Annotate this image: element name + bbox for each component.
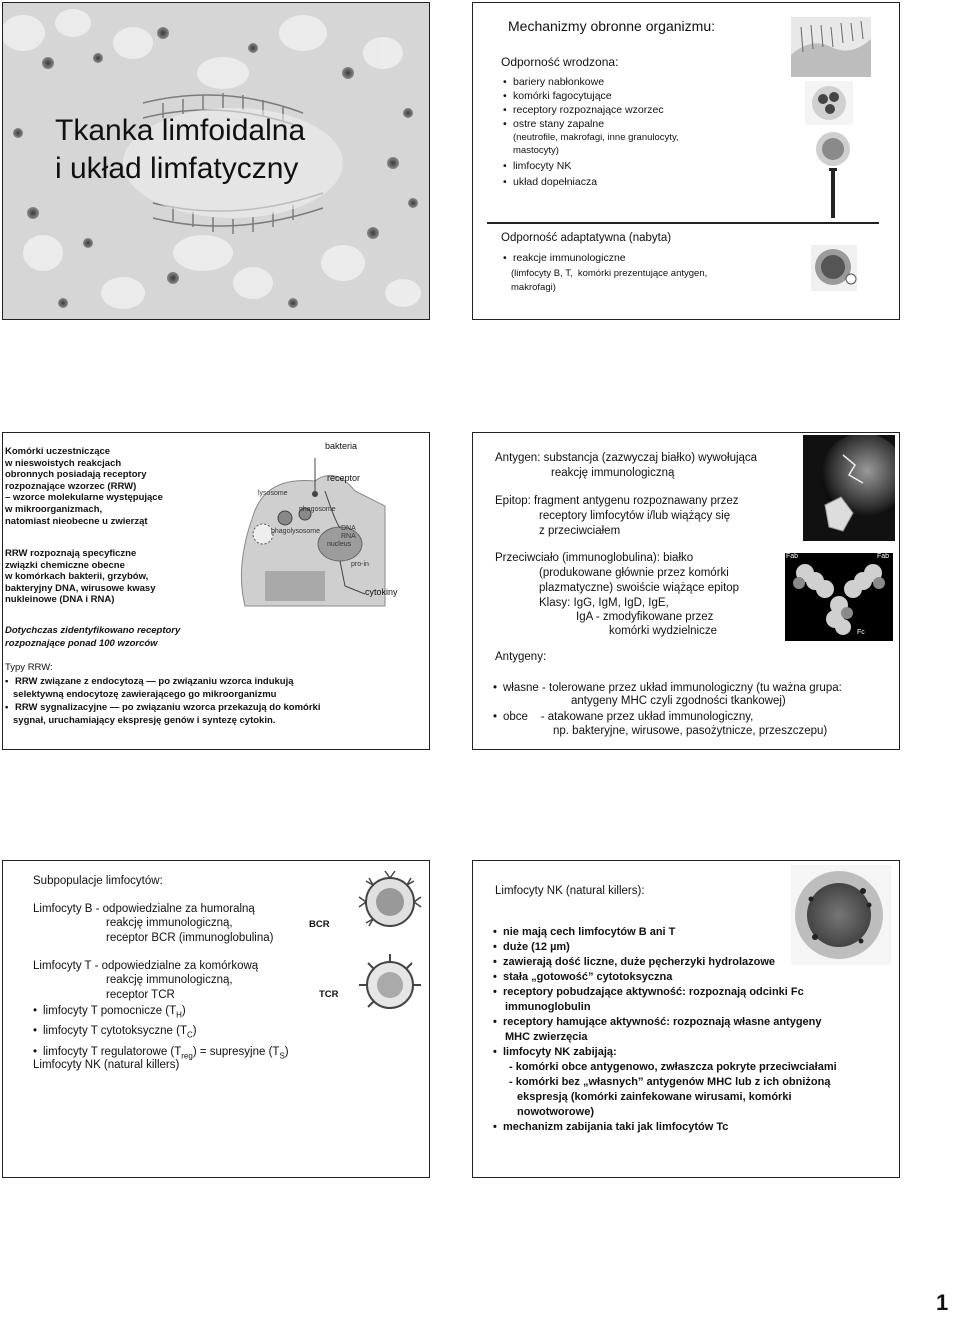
para-1-line: natomiast nieobecne u zwierząt bbox=[5, 515, 148, 527]
kill-line: ekspresją (komórki zainfekowane wirusami, komórki bbox=[517, 1091, 792, 1103]
nk-feature-cont: MHC zwierzęcia bbox=[505, 1031, 588, 1043]
adaptive-note-line-2: makrofagi) bbox=[511, 282, 556, 293]
tc-text: limfocyty T cytotoksyczne (T bbox=[43, 1025, 187, 1038]
slide-defense-mechanisms bbox=[472, 2, 900, 320]
nk-feature: • duże (12 µm) bbox=[493, 940, 804, 955]
rrw-type-item: • RRW sygnalizacyjne — po związaniu wzorca przekazują do komórki bbox=[5, 701, 320, 714]
nk-feature: • receptory pobudzające aktywność: rozpoznają odcinki Fc bbox=[493, 985, 804, 1000]
innate-item: • układ dopełniacza bbox=[503, 174, 597, 190]
adaptive-item: • reakcje immunologiczne bbox=[503, 251, 626, 265]
nk-feature: • limfocyty NK zabijają: bbox=[493, 1045, 617, 1060]
para-3-line: rozpoznające ponad 100 wzorców bbox=[5, 638, 158, 649]
ts-sub: S bbox=[279, 1050, 285, 1060]
slide-title bbox=[2, 2, 430, 320]
b-line-3: receptor BCR (immunoglobulina) bbox=[106, 932, 274, 944]
antibody-structure-image bbox=[785, 553, 893, 641]
lymphocyte-micrograph bbox=[811, 245, 857, 291]
para-1 bbox=[5, 446, 163, 527]
t-subtypes-list bbox=[33, 1003, 289, 1064]
para-1-line: rozpoznające wzorzec (RRW) bbox=[5, 480, 137, 492]
antigen-types-2 bbox=[493, 710, 753, 725]
th-close: ) bbox=[181, 1005, 186, 1017]
treg-text: limfocyty T regulatorowe (T bbox=[43, 1045, 182, 1058]
adaptive-heading: Odporność adaptatywna (nabyta) bbox=[501, 232, 672, 244]
b-line-2: reakcję immunologiczną, bbox=[106, 917, 233, 929]
nk-feature: • receptory hamujące aktywność: rozpoznają własne antygeny bbox=[493, 1015, 822, 1030]
innate-item: • ostre stany zapalne bbox=[503, 117, 664, 131]
antibody-line-6: komórki wydzielnicze bbox=[609, 625, 718, 637]
rrw-type-cont: selektywną endocytozę zawierającego go mikroorganizmu bbox=[13, 689, 277, 700]
slide-lymphocyte-subpopulations bbox=[2, 860, 430, 1178]
label-lysosome: lysosome bbox=[258, 490, 288, 497]
slide-nk-cells bbox=[472, 860, 900, 1178]
nk-features-list-2 bbox=[493, 1015, 822, 1030]
para-1-line: Komórki uczestniczące bbox=[5, 446, 111, 457]
t-line-3: receptor TCR bbox=[106, 989, 175, 1001]
innate-item: • bariery nabłonkowe bbox=[503, 75, 664, 89]
antigen-line-2: reakcję immunologiczną bbox=[551, 467, 675, 479]
t-cell-tcr-diagram bbox=[357, 953, 423, 1013]
fab-right-label: Fab bbox=[877, 553, 890, 560]
fab-left-label: Fab bbox=[786, 553, 799, 560]
tcr-label: TCR bbox=[319, 989, 339, 1000]
t-line-1: Limfocyty T - odpowiedzialne za komórkową bbox=[33, 960, 259, 972]
antibody-line-2: (produkowane głównie przez komórki bbox=[539, 567, 729, 579]
own-line-2: antygeny MHC czyli zgodności tkankowej) bbox=[571, 695, 786, 707]
antigen-own bbox=[493, 681, 842, 696]
th-sub: H bbox=[176, 1010, 182, 1020]
foreign-label: obce bbox=[503, 711, 528, 723]
rrw-type-cont: sygnał, uruchamiający ekspresję genów i syntezę cytokin. bbox=[13, 715, 276, 726]
foreign-line-2: np. bakteryjne, wirusowe, pasożytnicze, przeszczepu) bbox=[553, 725, 828, 737]
treg-close: ) bbox=[284, 1045, 289, 1058]
nk-features-list-3 bbox=[493, 1045, 617, 1060]
antigen-foreign bbox=[493, 710, 753, 725]
treg-mid: ) = supresyjne (T bbox=[192, 1045, 280, 1058]
lymphocyte-image bbox=[815, 131, 851, 167]
antibody-line-5: IgA - zmodyfikowane przez bbox=[576, 611, 714, 623]
para-2-line: bakteryjny DNA, wirusowe kwasy bbox=[5, 582, 156, 594]
section-divider bbox=[487, 222, 879, 224]
epithelium-image bbox=[791, 17, 871, 77]
fc-label: Fc bbox=[857, 629, 865, 636]
rrw-types-heading: Typy RRW: bbox=[5, 662, 53, 673]
label-phagosome: phagosome bbox=[299, 506, 336, 513]
para-1-line: w nieswoistych reakcjach bbox=[5, 457, 122, 469]
antigens-label: Antygeny: bbox=[495, 651, 547, 663]
page-number: 1 bbox=[936, 1290, 949, 1315]
treg-sub: reg bbox=[181, 1050, 193, 1060]
kill-line: - komórki obce antygenowo, zwłaszcza pokryte przeciwciałami bbox=[509, 1061, 837, 1073]
b-line-1: Limfocyty B - odpowiedzialne za humoralną bbox=[33, 903, 255, 915]
tc-sub: C bbox=[187, 1030, 193, 1040]
b-cell-bcr-diagram bbox=[357, 869, 423, 931]
label-nucleus: nucleus bbox=[327, 541, 352, 548]
nk-feature: • zawierają dość liczne, duże pęcherzyki hydrolazowe bbox=[493, 955, 804, 970]
t-line-2: reakcję immunologiczną, bbox=[106, 974, 233, 986]
phagocytosis-diagram bbox=[235, 436, 410, 611]
label-dna: DNA bbox=[341, 525, 356, 532]
label-rna: RNA bbox=[341, 533, 356, 540]
innate-item: • limfocyty NK bbox=[503, 158, 597, 174]
th-item bbox=[33, 1003, 289, 1023]
antigen-types bbox=[493, 681, 842, 696]
phagocyte-image bbox=[805, 81, 853, 125]
para-2-line: nukleinowe (DNA i RNA) bbox=[5, 594, 115, 606]
slide-heading: Mechanizmy obronne organizmu: bbox=[508, 18, 715, 34]
antibody-line-1: Przeciwciało (immunoglobulina): białko bbox=[495, 552, 694, 564]
own-label: własne bbox=[503, 682, 539, 694]
slide-antigen bbox=[472, 432, 900, 750]
kill-line: nowotworowe) bbox=[517, 1106, 594, 1118]
innate-item: • receptory rozpoznające wzorzec bbox=[503, 103, 664, 117]
antigen-line-1: Antygen: substancja (zazwyczaj białko) wywołująca bbox=[495, 452, 758, 464]
tc-item bbox=[33, 1023, 289, 1043]
tc-close: ) bbox=[192, 1025, 197, 1038]
label-proin: pro-in bbox=[351, 561, 369, 568]
nk-line: Limfocyty NK (natural killers) bbox=[33, 1059, 180, 1071]
rrw-types-list bbox=[5, 675, 294, 688]
bcr-label: BCR bbox=[309, 919, 330, 930]
innate-heading: Odporność wrodzona: bbox=[501, 55, 619, 69]
label-receptor: receptor bbox=[327, 473, 361, 483]
adaptive-note-line-1: (limfocyty B, T, komórki prezentujące antygen, bbox=[511, 268, 708, 279]
epitope-line-2: receptory limfocytów i/lub wiążący się bbox=[539, 510, 731, 522]
nk-cell-micrograph bbox=[791, 865, 891, 965]
slide-pattern-recognition bbox=[2, 432, 430, 750]
foreign-line-1: - atakowane przez układ immunologiczny, bbox=[540, 711, 754, 723]
antibody-line-3: plazmatyczne) swoiście wiążące epitop bbox=[539, 582, 740, 594]
innate-list-2 bbox=[503, 158, 597, 190]
slide6-title: Limfocyty NK (natural killers): bbox=[495, 885, 645, 897]
antigen-3d-image bbox=[803, 435, 895, 541]
nk-features-list bbox=[493, 925, 804, 1000]
para-3 bbox=[5, 624, 180, 650]
scale-bar-image bbox=[828, 168, 838, 218]
nk-feature-cont: immunoglobulin bbox=[505, 1001, 591, 1013]
para-1-line: – wzorce molekularne występujące bbox=[5, 492, 163, 504]
para-2-line: związki chemiczne obecne bbox=[5, 559, 125, 571]
slide5-title: Subpopulacje limfocytów: bbox=[33, 875, 163, 887]
innate-note-line-1: (neutrofile, makrofagi, inne granulocyty, bbox=[513, 132, 679, 143]
title-line-1: Tkanka limfoidalna bbox=[55, 114, 306, 147]
label-bakteria: bakteria bbox=[325, 441, 358, 451]
kill-line: - komórki bez „własnych” antygenów MHC lub z ich obniżoną bbox=[509, 1076, 831, 1088]
innate-note-line-2: mastocyty) bbox=[513, 145, 559, 156]
innate-item: • komórki fagocytujące bbox=[503, 89, 664, 103]
rrw-type-item: • RRW związane z endocytozą — po związaniu wzorca indukują bbox=[5, 675, 294, 688]
para-1-line: obronnych posiadają receptory bbox=[5, 469, 147, 481]
para-2-line: w komórkach bakterii, grzybów, bbox=[5, 571, 149, 583]
nk-feature: • stała „gotowość” cytotoksyczna bbox=[493, 970, 804, 985]
nk-features-list-4 bbox=[493, 1120, 728, 1135]
innate-list bbox=[503, 75, 664, 131]
para-3-line: Dotychczas zidentyfikowano receptory bbox=[5, 625, 181, 636]
own-line-1: - tolerowane przez układ immunologiczny (tu ważna grupa: bbox=[542, 682, 842, 694]
label-cytokiny: cytokiny bbox=[365, 587, 398, 597]
nk-feature: • mechanizm zabijania taki jak limfocytów Tc bbox=[493, 1120, 728, 1135]
para-2 bbox=[5, 548, 155, 606]
th-text: limfocyty T pomocnicze (T bbox=[43, 1005, 177, 1017]
epitope-line-1: Epitop: fragment antygenu rozpoznawany przez bbox=[495, 495, 739, 507]
antibody-line-4: Klasy: IgG, IgM, IgD, IgE, bbox=[539, 597, 669, 609]
label-phagolysosome: phagolysosome bbox=[271, 528, 321, 535]
epitope-line-3: z przeciwciałem bbox=[539, 525, 621, 537]
para-1-line: w mikroorganizmach, bbox=[5, 503, 103, 515]
title-line-2: i układ limfatyczny bbox=[55, 152, 299, 185]
nk-feature: • nie mają cech limfocytów B ani T bbox=[493, 925, 804, 940]
rrw-types-list-2 bbox=[5, 701, 320, 714]
para-2-line: RRW rozpoznają specyficzne bbox=[5, 548, 137, 559]
adaptive-list bbox=[503, 251, 626, 265]
